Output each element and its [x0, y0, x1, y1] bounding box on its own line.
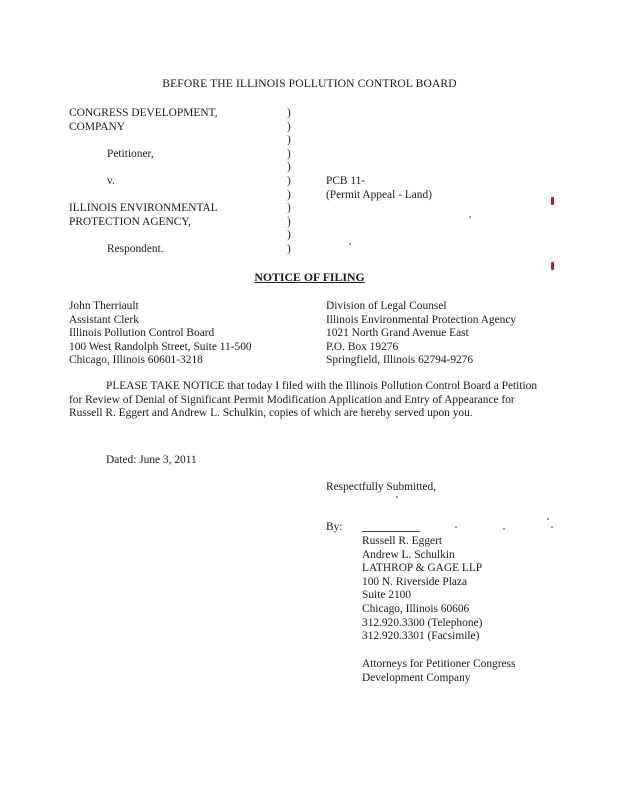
petitioner-role: Petitioner,: [107, 147, 154, 160]
signatory-line: Suite 2100: [362, 589, 412, 602]
case-number-block: [326, 175, 432, 202]
scan-mark: [551, 197, 554, 205]
scan-speck: [551, 526, 553, 528]
caption-spacer: [69, 229, 218, 243]
caption-paren: ): [287, 147, 291, 160]
addressee-left-block: [69, 300, 252, 368]
attorneys-for-line: Attorneys for Petitioner Congress: [362, 658, 516, 670]
signature-block: [362, 535, 482, 644]
caption-paren: ): [287, 229, 291, 242]
scan-speck: [547, 518, 549, 520]
addressee-right-block: [326, 300, 516, 368]
scan-speck: [469, 216, 471, 218]
document-heading: BEFORE THE ILLINOIS POLLUTION CONTROL BOARD: [162, 77, 457, 90]
date-line: Dated: June 3, 2011: [106, 454, 197, 466]
notice-body-paragraph: PLEASE TAKE NOTICE that today I filed with the Illinois Pollution Control Board a Petition for Review of Denial of Significant Permit Modification Application and Entry of Appearance for Russell R. Eggert and Andrew L. Schulkin, copies of which are hereby served upon you.: [69, 380, 538, 420]
address-line: Assistant Clerk: [69, 313, 139, 326]
notice-title: NOTICE OF FILING: [254, 270, 365, 284]
address-line: Illinois Environmental Protection Agency: [326, 313, 517, 326]
caption-paren: ): [287, 161, 291, 174]
signatory-line: Russell R. Eggert: [362, 535, 443, 547]
respondent-name-line-2: PROTECTION AGENCY,: [69, 215, 191, 228]
caption-spacer: [69, 134, 218, 148]
caption-paren: ): [287, 120, 291, 133]
caption-paren: ): [287, 215, 291, 228]
case-type: (Permit Appeal - Land): [326, 188, 432, 201]
case-caption-parties: [69, 107, 218, 257]
respectfully-submitted: Respectfully Submitted,: [326, 481, 437, 493]
respondent-role: Respondent.: [107, 242, 164, 255]
case-number: PCB 11-: [326, 175, 366, 187]
signatory-line: LATHROP & GAGE LLP: [362, 562, 483, 575]
address-line: 1021 North Grand Avenue East: [326, 327, 469, 340]
versus-label: v.: [107, 174, 115, 187]
signatory-line: 312.920.3301 (Facsimile): [362, 630, 480, 643]
petitioner-name-line-2: COMPANY: [69, 120, 125, 133]
caption-paren: ): [287, 134, 291, 147]
scan-speck: [455, 526, 457, 528]
address-line: Illinois Pollution Control Board: [69, 327, 215, 340]
address-line: Chicago, Illinois 60601-3218: [69, 354, 203, 367]
address-line: P.O. Box 19276: [326, 340, 399, 353]
caption-paren: ): [287, 188, 291, 201]
scan-speck: [396, 496, 398, 498]
signatory-line: Andrew L. Schulkin: [362, 548, 455, 561]
address-line: 100 West Randolph Street, Suite 11-500: [69, 340, 252, 353]
caption-paren: ): [287, 174, 291, 187]
respondent-name-line-1: ILLINOIS ENVIRONMENTAL: [69, 202, 218, 215]
caption-spacer: [69, 161, 218, 175]
caption-parenthesis-column: [287, 107, 291, 257]
caption-spacer: [69, 189, 218, 203]
caption-paren: ): [287, 242, 291, 255]
signatory-line: 100 N. Riverside Plaza: [362, 575, 468, 588]
attorneys-for-line: Development Company: [362, 671, 471, 684]
petitioner-name-line-1: CONGRESS DEVELOPMENT,: [69, 107, 218, 119]
caption-paren: ): [287, 107, 291, 119]
by-label: By:: [326, 521, 343, 533]
address-line: John Therriault: [69, 300, 139, 312]
scan-speck: [349, 243, 351, 245]
address-line: Springfield, Illinois 62794-9276: [326, 354, 474, 367]
caption-paren: ): [287, 202, 291, 215]
scan-mark: [551, 262, 554, 270]
signature-line: [362, 531, 420, 532]
attorneys-for-block: [362, 658, 515, 685]
signatory-line: Chicago, Illinois 60606: [362, 602, 470, 615]
scan-speck: [503, 528, 505, 530]
address-line: Division of Legal Counsel: [326, 300, 447, 312]
signatory-line: 312.920.3300 (Telephone): [362, 616, 483, 629]
